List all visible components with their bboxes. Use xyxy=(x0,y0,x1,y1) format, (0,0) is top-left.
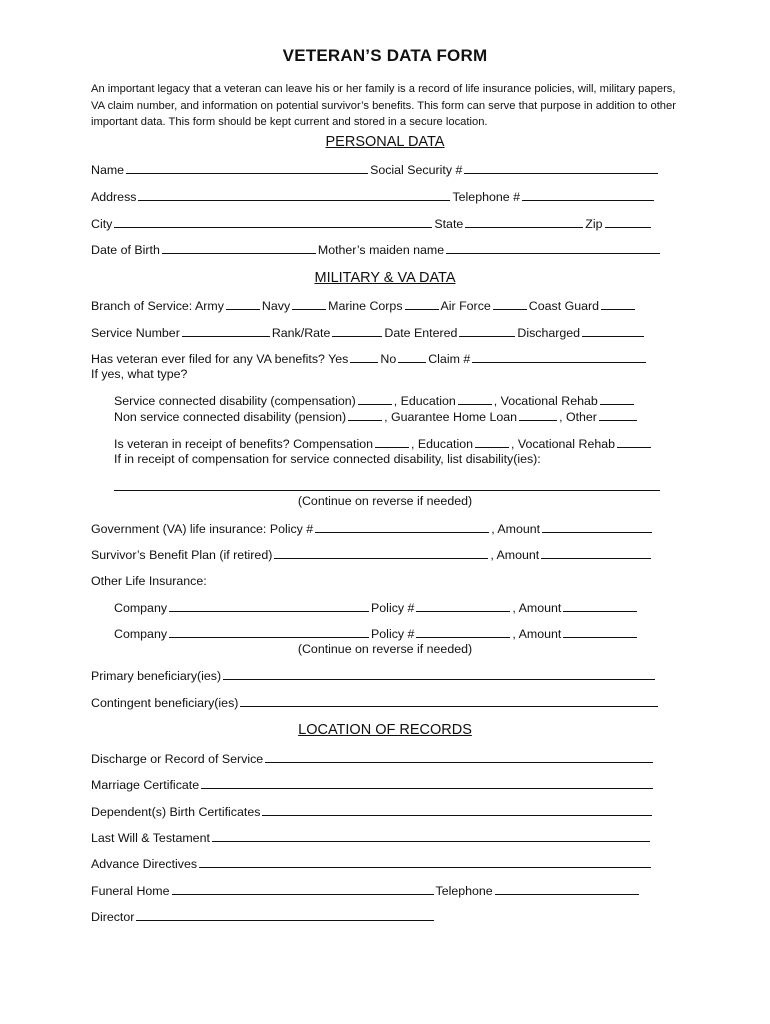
advance-field[interactable] xyxy=(199,856,651,868)
gov-amount-field[interactable] xyxy=(542,521,652,533)
dob-field[interactable] xyxy=(162,242,316,254)
education-label: , Education xyxy=(393,394,456,408)
receipt-voc-field[interactable] xyxy=(617,436,651,448)
birth-field[interactable] xyxy=(262,804,652,816)
company-label-1: Company xyxy=(114,601,168,615)
coastguard-label: Coast Guard xyxy=(528,299,600,313)
airforce-label: Air Force xyxy=(440,299,491,313)
disability-list-field[interactable] xyxy=(114,490,660,491)
address-label: Address xyxy=(91,190,137,204)
education-field[interactable] xyxy=(458,393,492,405)
service-number-label: Service Number xyxy=(91,326,180,340)
address-row xyxy=(91,189,656,205)
amount-field-2[interactable] xyxy=(563,626,637,638)
if-yes-row xyxy=(91,367,187,383)
dob-row xyxy=(91,242,662,258)
marriage-field[interactable] xyxy=(201,777,653,789)
marriage-label: Marriage Certificate xyxy=(91,778,200,792)
receipt-row xyxy=(114,436,653,452)
sc-disability-field[interactable] xyxy=(358,393,392,405)
claim-field[interactable] xyxy=(472,351,646,363)
form-title: VETERAN’S DATA FORM xyxy=(282,46,488,65)
contingent-label: Contingent beneficiary(ies) xyxy=(91,696,239,710)
company-label-2: Company xyxy=(114,627,168,641)
va-filed-yes-label: Has veteran ever filed for any VA benefits? Yes xyxy=(91,352,349,366)
sbp-field[interactable] xyxy=(274,547,488,559)
gov-insurance-label: Government (VA) life insurance: Policy # xyxy=(91,522,314,536)
funeral-telephone-field[interactable] xyxy=(495,883,639,895)
records-heading: LOCATION OF RECORDS xyxy=(298,722,472,738)
marriage-row xyxy=(91,777,655,793)
list-disability-row xyxy=(114,452,541,468)
date-entered-label: Date Entered xyxy=(384,326,458,340)
primary-field[interactable] xyxy=(223,668,655,680)
primary-label: Primary beneficiary(ies) xyxy=(91,669,222,683)
advance-label: Advance Directives xyxy=(91,857,198,871)
dob-label: Date of Birth xyxy=(91,243,160,257)
state-field[interactable] xyxy=(465,216,583,228)
voc-rehab-label: , Vocational Rehab xyxy=(493,394,598,408)
company-field-2[interactable] xyxy=(169,626,369,638)
city-field[interactable] xyxy=(114,216,432,228)
zip-label: Zip xyxy=(585,217,603,231)
funeral-row xyxy=(91,883,641,899)
discharge-row xyxy=(91,751,655,767)
continue-note-1: (Continue on reverse if needed) xyxy=(297,494,473,508)
director-label: Director xyxy=(91,910,135,924)
discharge-field[interactable] xyxy=(265,751,653,763)
telephone-label: Telephone # xyxy=(452,190,520,204)
branch-row xyxy=(91,298,637,314)
maiden-field[interactable] xyxy=(446,242,660,254)
navy-label: Navy xyxy=(261,299,291,313)
branch-army-label: Branch of Service: Army xyxy=(91,299,224,313)
contingent-field[interactable] xyxy=(240,695,658,707)
telephone-field[interactable] xyxy=(522,189,654,201)
will-label: Last Will & Testament xyxy=(91,831,210,845)
list-disability-label: If in receipt of compensation for service connected disability, list disability(ies): xyxy=(114,452,541,466)
airforce-field[interactable] xyxy=(493,298,527,310)
amount-label-2: , Amount xyxy=(512,627,562,641)
director-row xyxy=(91,909,436,925)
va-filed-no-field[interactable] xyxy=(398,351,426,363)
service-number-field[interactable] xyxy=(182,325,270,337)
policy-label-1: Policy # xyxy=(371,601,415,615)
discharged-field[interactable] xyxy=(582,325,644,337)
ssn-field[interactable] xyxy=(464,162,658,174)
military-data-heading: MILITARY & VA DATA xyxy=(314,270,456,286)
marine-field[interactable] xyxy=(405,298,439,310)
birth-label: Dependent(s) Birth Certificates xyxy=(91,805,261,819)
sc-disability-row xyxy=(114,393,636,409)
army-field[interactable] xyxy=(226,298,260,310)
if-yes-label: If yes, what type? xyxy=(91,367,188,381)
name-label: Name xyxy=(91,163,125,177)
maiden-label: Mother’s maiden name xyxy=(317,243,445,257)
policy-field-2[interactable] xyxy=(416,626,510,638)
service-number-row xyxy=(91,325,646,341)
sbp-amount-field[interactable] xyxy=(541,547,651,559)
city-row xyxy=(91,216,653,232)
policy-label-2: Policy # xyxy=(371,627,415,641)
name-ssn-row xyxy=(91,162,660,178)
amount-field-1[interactable] xyxy=(563,600,637,612)
sbp-label: Survivor’s Benefit Plan (if retired) xyxy=(91,548,273,562)
will-row xyxy=(91,830,652,846)
nsc-disability-row xyxy=(114,409,639,425)
navy-field[interactable] xyxy=(292,298,326,310)
receipt-voc-label: , Vocational Rehab xyxy=(510,437,616,451)
ssn-label: Social Security # xyxy=(370,163,463,177)
rank-label: Rank/Rate xyxy=(271,326,331,340)
birth-row xyxy=(91,804,654,820)
sc-disability-label: Service connected disability (compensation) xyxy=(114,394,356,408)
sbp-amount-label: , Amount xyxy=(490,548,540,562)
va-filed-no-label: No xyxy=(380,352,397,366)
advance-row xyxy=(91,856,653,872)
other-benefit-label: , Other xyxy=(559,410,597,424)
name-field[interactable] xyxy=(126,162,368,174)
gov-amount-label: , Amount xyxy=(491,522,541,536)
intro-paragraph: An important legacy that a veteran can leave his or her family is a record of life insurance policies, will, military papers, VA claim number, and information on potential survivor’s benefits. This form can serve that purpose in addition to other important data. This form should be kept current and stored in a secure location. xyxy=(91,83,676,128)
other-life-label: Other Life Insurance: xyxy=(91,574,207,588)
city-label: City xyxy=(91,217,113,231)
company-field-1[interactable] xyxy=(169,600,369,612)
gov-policy-field[interactable] xyxy=(315,521,489,533)
amount-label-1: , Amount xyxy=(512,601,562,615)
primary-row xyxy=(91,668,657,684)
date-entered-field[interactable] xyxy=(459,325,515,337)
company-row-1 xyxy=(114,600,639,616)
marine-label: Marine Corps xyxy=(328,299,403,313)
contingent-row xyxy=(91,695,660,711)
will-field[interactable] xyxy=(212,830,650,842)
rank-field[interactable] xyxy=(332,325,382,337)
director-field[interactable] xyxy=(136,909,434,921)
va-filed-yes-field[interactable] xyxy=(350,351,378,363)
policy-field-1[interactable] xyxy=(416,600,510,612)
nsc-disability-label: Non service connected disability (pension) xyxy=(114,410,347,424)
zip-field[interactable] xyxy=(605,216,651,228)
state-label: State xyxy=(434,217,464,231)
receipt-compensation-field[interactable] xyxy=(375,436,409,448)
discharged-label: Discharged xyxy=(517,326,581,340)
claim-label: Claim # xyxy=(428,352,471,366)
company-row-2 xyxy=(114,626,639,642)
gov-insurance-row xyxy=(91,521,654,537)
discharge-label: Discharge or Record of Service xyxy=(91,752,264,766)
address-field[interactable] xyxy=(138,189,450,201)
sbp-row xyxy=(91,547,653,563)
continue-note-2: (Continue on reverse if needed) xyxy=(297,642,473,656)
personal-data-heading: PERSONAL DATA xyxy=(325,134,445,150)
va-filed-row xyxy=(91,351,648,367)
funeral-label: Funeral Home xyxy=(91,884,170,898)
coastguard-field[interactable] xyxy=(601,298,635,310)
funeral-telephone-label: Telephone xyxy=(435,884,493,898)
home-loan-label: , Guarantee Home Loan xyxy=(384,410,518,424)
funeral-field[interactable] xyxy=(172,883,434,895)
receipt-education-label: , Education xyxy=(410,437,473,451)
other-benefit-field[interactable] xyxy=(599,409,637,421)
nsc-disability-field[interactable] xyxy=(348,409,382,421)
receipt-education-field[interactable] xyxy=(475,436,509,448)
home-loan-field[interactable] xyxy=(519,409,557,421)
receipt-label: Is veteran in receipt of benefits? Compensation xyxy=(114,437,373,451)
other-life-row xyxy=(91,574,207,590)
voc-rehab-field[interactable] xyxy=(600,393,634,405)
